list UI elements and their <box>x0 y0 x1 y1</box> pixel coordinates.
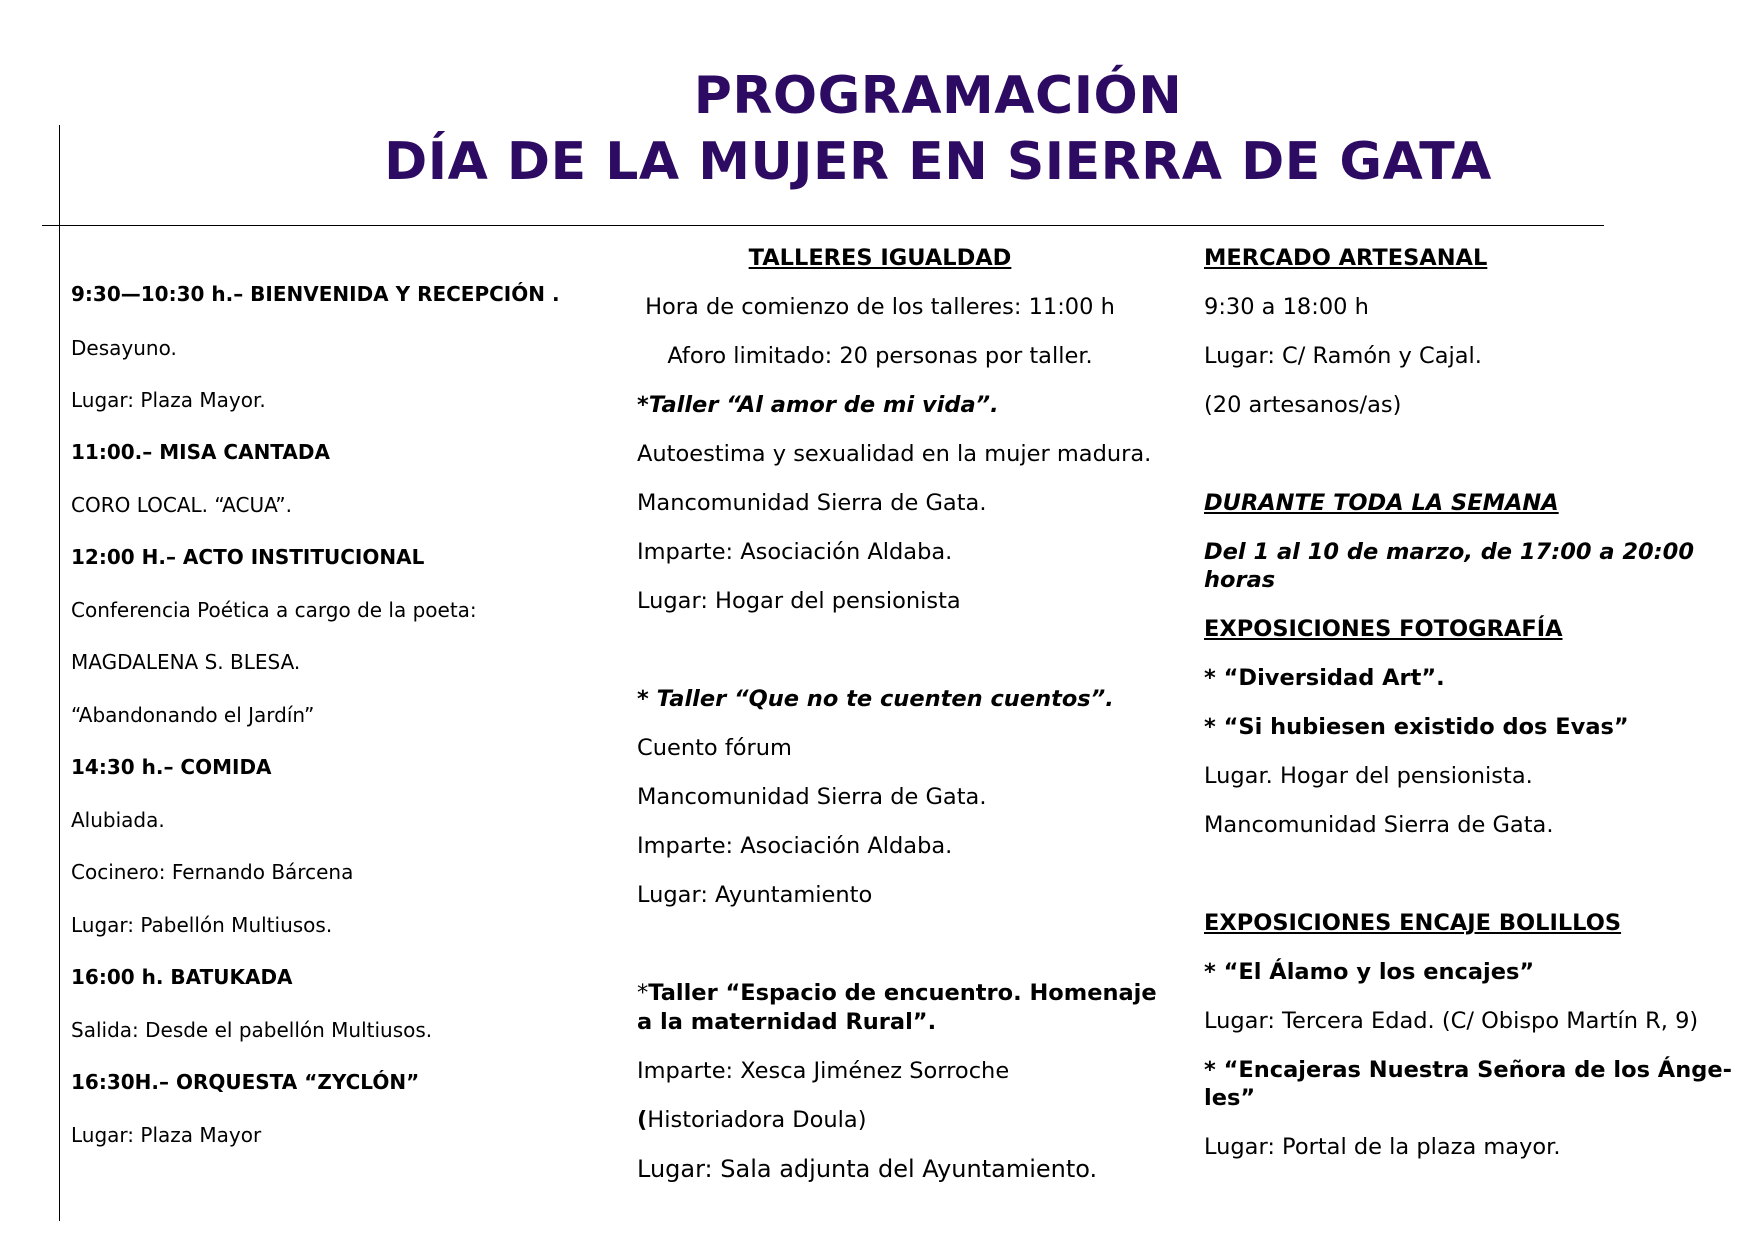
schedule-heading: 16:00 h. BATUKADA <box>71 965 293 989</box>
taller-1-line: Autoestima y sexualidad en la mujer madura. <box>637 441 1152 467</box>
talleres-heading: TALLERES IGUALDAD <box>748 245 1012 271</box>
schedule-line: “Abandonando el Jardín” <box>71 703 315 727</box>
left-margin-line <box>59 125 60 1221</box>
semana-heading: DURANTE TODA LA SEMANA <box>1204 490 1559 516</box>
fotografia-item: * “Diversidad Art”. <box>1204 665 1445 691</box>
encaje-item: * “Encajeras Nuestra Señora de los Ánge- <box>1204 1057 1732 1083</box>
taller-3-historiadora-text: Historiadora Doula) <box>647 1107 867 1133</box>
schedule-line: Conferencia Poética a cargo de la poeta: <box>71 598 477 622</box>
schedule-heading: 11:00.– MISA CANTADA <box>71 440 330 464</box>
encaje-heading: EXPOSICIONES ENCAJE BOLILLOS <box>1204 910 1622 936</box>
taller-3-title-line-2: a la maternidad Rural”. <box>637 1009 937 1035</box>
taller-3-title: Taller “Espacio de encuentro. Homenaje <box>648 980 1157 1006</box>
taller-2-line: Cuento fórum <box>637 735 792 761</box>
header-divider <box>42 225 1604 226</box>
talleres-start-time: Hora de comienzo de los talleres: 11:00 h <box>645 294 1115 320</box>
talleres-capacity: Aforo limitado: 20 personas por taller. <box>667 343 1093 369</box>
encaje-lugar: Lugar: Tercera Edad. (C/ Obispo Martín R, 9) <box>1204 1008 1699 1034</box>
taller-1-line: Lugar: Hogar del pensionista <box>637 588 961 614</box>
taller-2-line: Lugar: Ayuntamiento <box>637 882 873 908</box>
schedule-line: MAGDALENA S. BLESA. <box>71 650 301 674</box>
schedule-heading: 12:00 H.– ACTO INSTITUCIONAL <box>71 545 425 569</box>
fotografia-line: Mancomunidad Sierra de Gata. <box>1204 812 1554 838</box>
taller-3-title-line-1 <box>637 979 1157 1007</box>
title-line-1: PROGRAMACIÓN <box>693 66 1183 126</box>
taller-1-line: Mancomunidad Sierra de Gata. <box>637 490 987 516</box>
schedule-line: Lugar: Pabellón Multiusos. <box>71 913 333 937</box>
mercado-line: 9:30 a 18:00 h <box>1204 294 1369 320</box>
title-line-2: DÍA DE LA MUJER EN SIERRA DE GATA <box>384 132 1492 192</box>
taller-3-historiadora <box>637 1106 866 1134</box>
taller-2-title: * Taller “Que no te cuenten cuentos”. <box>637 686 1114 712</box>
schedule-line: Lugar: Plaza Mayor. <box>71 388 266 412</box>
schedule-line: Cocinero: Fernando Bárcena <box>71 860 354 884</box>
schedule-heading: 14:30 h.– COMIDA <box>71 755 272 779</box>
semana-dates-line-2: horas <box>1204 567 1276 593</box>
schedule-line: Alubiada. <box>71 808 165 832</box>
taller-3-lugar: Lugar: Sala adjunta del Ayuntamiento. <box>637 1155 1098 1183</box>
encaje-item: * “El Álamo y los encajes” <box>1204 959 1535 985</box>
encaje-lugar: Lugar: Portal de la plaza mayor. <box>1204 1134 1561 1160</box>
fotografia-line: Lugar. Hogar del pensionista. <box>1204 763 1533 789</box>
schedule-heading: 9:30—10:30 h.– BIENVENIDA Y RECEPCIÓN . <box>71 282 560 306</box>
schedule-heading: 16:30H.– ORQUESTA “ZYCLÓN” <box>71 1070 420 1094</box>
mercado-line: (20 artesanos/as) <box>1204 392 1402 418</box>
taller-1-line: Imparte: Asociación Aldaba. <box>637 539 953 565</box>
taller-3-prefix: * <box>637 980 649 1006</box>
taller-3-paren: ( <box>637 1107 648 1133</box>
mercado-line: Lugar: C/ Ramón y Cajal. <box>1204 343 1482 369</box>
mercado-heading: MERCADO ARTESANAL <box>1204 245 1488 271</box>
semana-dates-line-1: Del 1 al 10 de marzo, de 17:00 a 20:00 <box>1204 539 1694 565</box>
schedule-line: Desayuno. <box>71 336 177 360</box>
taller-3-imparte: Imparte: Xesca Jiménez Sorroche <box>637 1058 1010 1084</box>
fotografia-item: * “Si hubiesen existido dos Evas” <box>1204 714 1629 740</box>
encaje-item-continued: les” <box>1204 1085 1256 1111</box>
taller-1-title: *Taller “Al amor de mi vida”. <box>637 392 999 418</box>
fotografia-heading: EXPOSICIONES FOTOGRAFÍA <box>1204 616 1563 642</box>
taller-2-line: Mancomunidad Sierra de Gata. <box>637 784 987 810</box>
schedule-line: Lugar: Plaza Mayor <box>71 1123 262 1147</box>
taller-2-line: Imparte: Asociación Aldaba. <box>637 833 953 859</box>
schedule-line: CORO LOCAL. “ACUA”. <box>71 493 293 517</box>
schedule-line: Salida: Desde el pabellón Multiusos. <box>71 1018 433 1042</box>
